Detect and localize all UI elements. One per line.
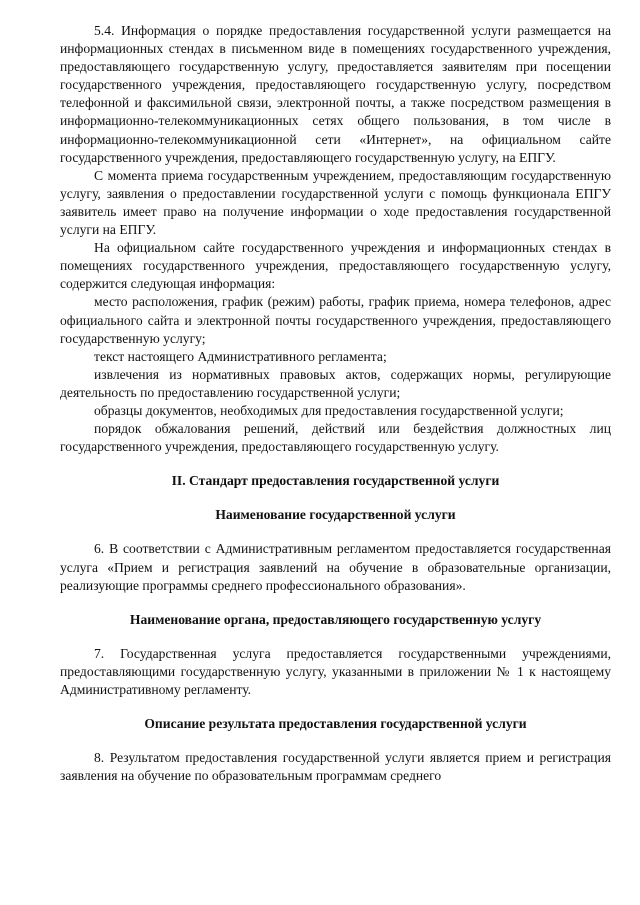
spacer [60, 524, 611, 540]
paragraph-8: 8. Результатом предоставления государственной услуги является прием и регистрация заявления на обучение по образовательным программам среднего [60, 750, 611, 784]
spacer [60, 699, 611, 715]
paragraph-info-stands: На официальном сайте государственного учреждения и информационных стендах в помещениях государственного учреждения, предоставляющего государственную услугу, содержится следующая информация: [60, 240, 611, 292]
list-item: образцы документов, необходимых для предоставления государственной услуги; [94, 402, 564, 418]
spacer [60, 490, 611, 506]
list-item: текст настоящего Административного регламента; [94, 348, 387, 364]
paragraph-epgu-status: С момента приема государственным учреждением, предоставляющим государственную услугу, заявления о предоставлении государственной услуги с помощь функционала ЕПГУ заявитель имеет право на получение информации о ходе предоставления государственной услуги на ЕПГУ. [60, 167, 611, 238]
list-item: порядок обжалования решений, действий или бездействия должностных лиц государственного учреждения, предоставляющего государственную услугу. [60, 421, 611, 455]
spacer [60, 456, 611, 472]
document-page [60, 22, 611, 785]
spacer [60, 629, 611, 645]
paragraph-6: 6. В соответствии с Административным регламентом предоставляется государственная услуга «Прием и регистрация заявлений на обучение в образовательные организации, реализующие программы среднего профессионального образования». [60, 541, 611, 593]
list-item: место расположения, график (режим) работы, график приема, номера телефонов, адрес официального сайта и электронной почты государственного учреждения, предоставляющего государственную услугу; [60, 294, 611, 346]
paragraph-7: 7. Государственная услуга предоставляется государственными учреждениями, предоставляющими государственную услугу, указанными в приложении № 1 к настоящему Административному регламенту. [60, 645, 611, 697]
section-heading: II. Стандарт предоставления государственной услуги [171, 473, 500, 489]
subsection-heading-authority: Наименование органа, предоставляющего государственную услугу [129, 611, 542, 627]
paragraph-5-4: 5.4. Информация о порядке предоставления государственной услуги размещается на информационных стендах в письменном виде в помещениях государственного учреждения, предоставляющего государственную услугу, предоставляется заявителям при посещении государственного учреждения, предоставляющего государственную услугу, посредством телефонной и факсимильной связи, электронной почты, а также посредством размещения в информационно-телекоммуникационных сетях общего пользования, в том числе в информационно-телекоммуникационной сети «Интернет», на официальном сайте государственного учреждения, предоставляющего государственную услугу, на ЕПГУ. [60, 23, 611, 165]
spacer [60, 595, 611, 611]
list-item: извлечения из нормативных правовых актов, содержащих нормы, регулирующие деятельность по предоставлению государственной услуги; [60, 366, 611, 400]
spacer [60, 733, 611, 749]
subsection-heading-service-name: Наименование государственной услуги [215, 507, 456, 523]
subsection-heading-result: Описание результата предоставления государственной услуги [144, 716, 527, 732]
